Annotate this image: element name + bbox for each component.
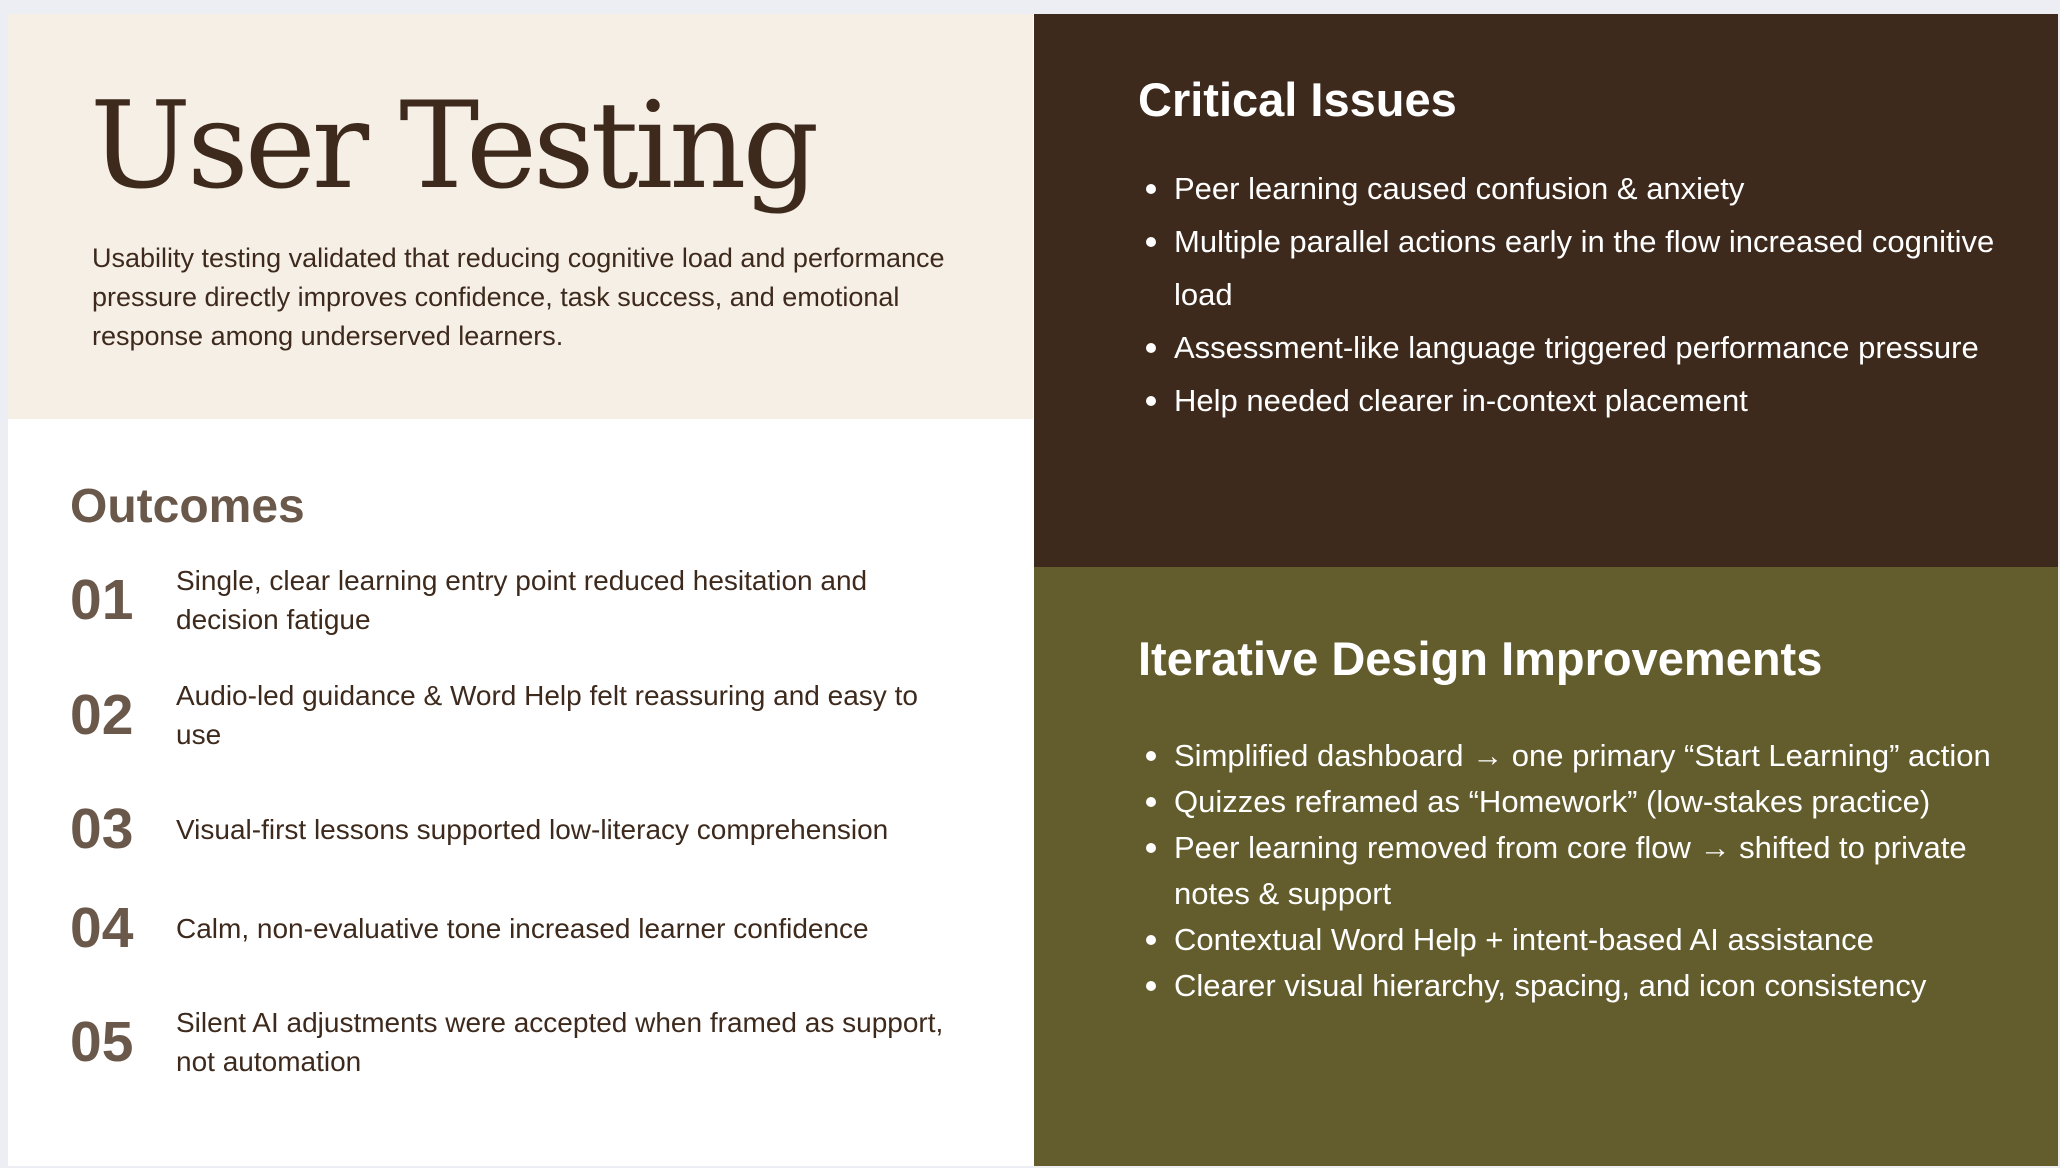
slide — [8, 14, 2058, 1166]
outcomes-heading: Outcomes — [70, 480, 305, 533]
outcome-item — [70, 888, 970, 968]
outcome-number: 03 — [70, 797, 134, 861]
outcome-item — [70, 789, 970, 869]
improvement-item: Quizzes reframed as “Homework” (low-stakes practice) — [1138, 779, 2018, 825]
improvement-item: Peer learning removed from core flow → shifted to private notes & support — [1138, 825, 2018, 917]
critical-issue-item: Help needed clearer in-context placement — [1138, 374, 1998, 427]
outcome-text: Silent AI adjustments were accepted when framed as support, not automation — [176, 1007, 944, 1077]
improvements-list — [1138, 733, 2018, 1009]
outcome-item — [70, 560, 970, 640]
critical-issues-panel — [1034, 14, 2058, 567]
improvement-item: Contextual Word Help + intent-based AI assistance — [1138, 917, 2018, 963]
critical-issues-list — [1138, 162, 1998, 427]
outcome-text: Audio-led guidance & Word Help felt reassuring and easy to use — [176, 680, 918, 750]
outcome-item — [70, 675, 970, 755]
outcome-number: 04 — [70, 896, 134, 960]
outcome-number: 02 — [70, 683, 134, 747]
outcome-number: 05 — [70, 1010, 134, 1074]
page-title: User Testing — [90, 77, 816, 216]
critical-issue-item: Multiple parallel actions early in the flow increased cognitive load — [1138, 215, 1998, 321]
critical-issue-item: Assessment-like language triggered performance pressure — [1138, 321, 1998, 374]
outcome-text: Single, clear learning entry point reduced hesitation and decision fatigue — [176, 565, 868, 635]
improvements-panel — [1034, 567, 2058, 1166]
outcome-text: Calm, non-evaluative tone increased learner confidence — [176, 912, 869, 944]
intro-description: Usability testing validated that reducing cognitive load and performance pressure directly improves confidence, task success, and emotional response among underserved learners. — [92, 243, 945, 351]
improvement-item: Simplified dashboard → one primary “Start Learning” action — [1138, 733, 2018, 779]
outcome-number: 01 — [70, 568, 134, 632]
outcome-item — [70, 1002, 970, 1082]
improvements-heading: Iterative Design Improvements — [1138, 632, 1823, 685]
critical-issues-heading: Critical Issues — [1138, 73, 1457, 126]
outcome-text: Visual-first lessons supported low-literacy comprehension — [176, 813, 889, 845]
improvement-item: Clearer visual hierarchy, spacing, and icon consistency — [1138, 963, 2018, 1009]
intro-panel — [8, 14, 1033, 419]
outcomes-panel — [8, 419, 1033, 1166]
critical-issue-item: Peer learning caused confusion & anxiety — [1138, 162, 1998, 215]
